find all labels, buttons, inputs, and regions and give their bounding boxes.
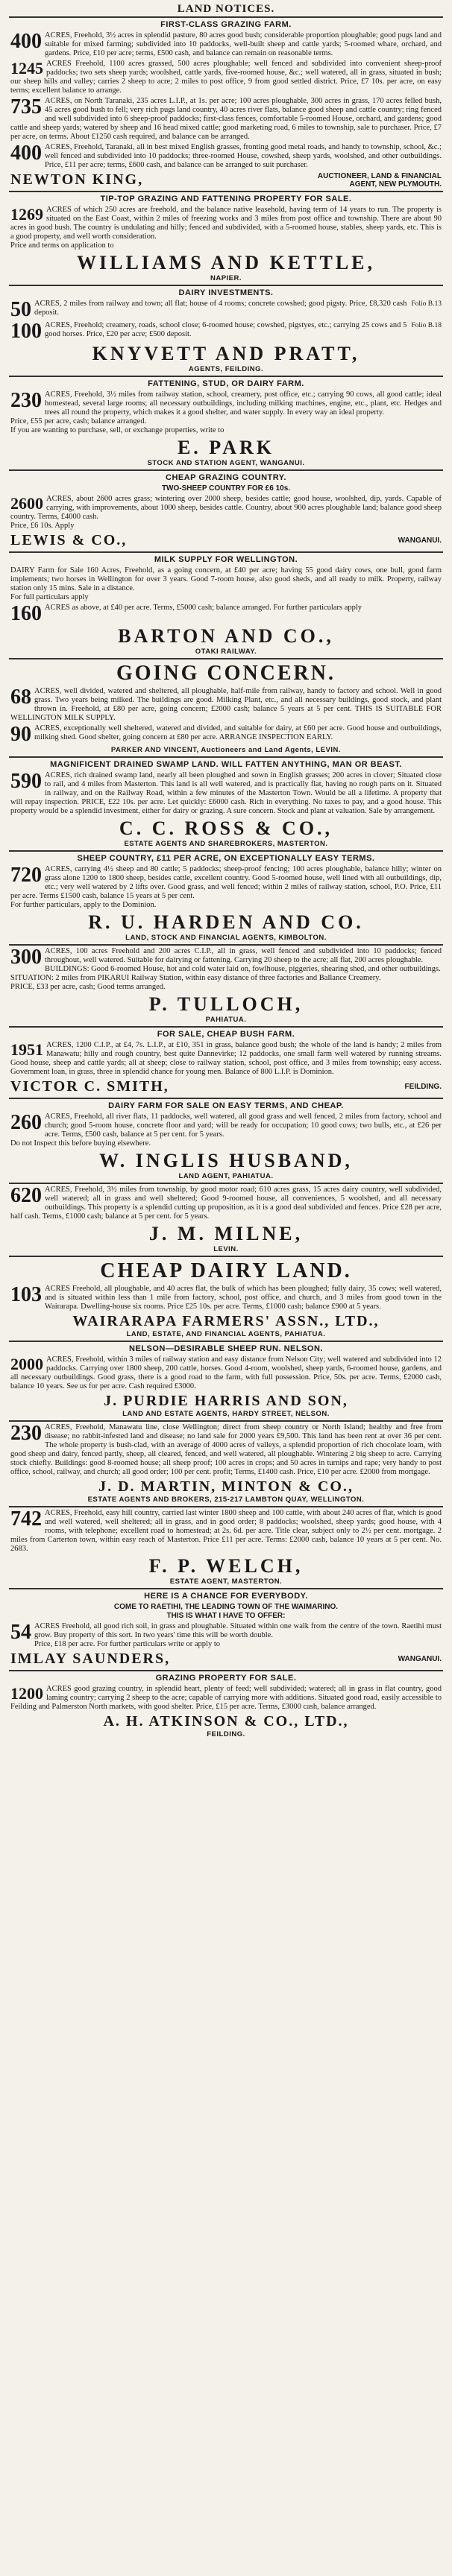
- ad-heading: NELSON—DESIRABLE SHEEP RUN. NELSON.: [129, 1344, 323, 1353]
- advertisement: [9, 1670, 443, 1741]
- listing: [10, 771, 442, 816]
- listing-text: ACRES, 100 acres Freehold and 200 acres C.I.P., all in grass, well fenced and subdivided into 10 paddocks; fenced throughout, well watered. Suitable for dairying or fattening. Carrying 20 sheep to the acre; all flat, 200 acres ploughable. BUILDINGS: Good 6-roomed House, hot and cold water laid on, fowlhouse, piggeries, shearing shed, and other outbuildings. SITUATION: 2 miles from PIKARUI Railway Station, within easy distance of three factories and Ballance Creamery. PRICE, £33 per acre, cash; Good terms arranged.: [10, 947, 442, 991]
- listing-acreage: 1245: [10, 60, 43, 77]
- listing: [10, 1509, 442, 1554]
- listing-acreage: 742: [10, 1509, 42, 1531]
- advertisement: [9, 191, 443, 285]
- agent-address: WANGANUI.: [398, 1655, 442, 1663]
- listing-text: ACRES, carrying 4½ sheep and 80 cattle; 5 paddocks; sheep-proof fencing; 100 acres ploughable, balance hilly; winter on grass alone 1200 to 1800 sheep, besides cattle, excellent country. Good 5-roomed house, well lined with all outbuildings, dip, etc.; very well watered by 2 lifts over. Good grass, and well fenced; within 2 miles of railway station, school, P.O. Price, £11 per acre. Terms £1500 cash, balance 15 years at 5 per cent. For further particulars, apply to the Dominion.: [10, 865, 442, 909]
- listing-text: ACRES, well divided, watered and sheltered, all ploughable, half-mile from railway, handy to factory and school. Well in good grass. Two years being milked. The buildings are good. Milking Plant, etc., and all necessary buildings, good stock, and plant thrown in. Freehold, at £80 per acre, going concern; £2000 cash; balance 5 years at 5 per cent. THIS IS SUITABLE FOR WELLINGTON MILK SUPPLY.: [10, 687, 442, 722]
- listing: [10, 1355, 442, 1391]
- agent-address: WANGANUI.: [398, 537, 442, 545]
- agent-name: KNYVETT AND PRATT,: [92, 343, 360, 364]
- advertisement: [9, 1098, 443, 1183]
- agent-name: VICTOR C. SMITH,: [10, 1078, 169, 1095]
- ad-heading: CHEAP GRAZING COUNTRY.: [166, 473, 286, 482]
- advertisement: [9, 1256, 443, 1341]
- listing-text: ACRES Freehold, all ploughable, and 40 acres flat, the bulk of which has been ploughed; fully dairy, 35 cows; well watered, and is situated within less than 1 mile from factory, school, post office, and church, and 3 miles from good town in the Wairarapa. Dwelling-house six rooms. Price £25 10s. per acre. Terms, £1000 cash; balance £900 at 5 years.: [45, 1285, 442, 1311]
- listing-text: ACRES, 2 miles from railway and town; all flat; house of 4 rooms; concrete cowshed; good pigsty. Price, £8,320 cash deposit.: [34, 300, 407, 317]
- agent-row: [10, 1078, 442, 1095]
- agent-name: BARTON AND CO.,: [118, 625, 334, 647]
- listing-acreage: 720: [10, 865, 42, 887]
- listing: [10, 947, 442, 992]
- listing-acreage: 230: [10, 1423, 42, 1445]
- listing-folio: Folio B.13: [411, 300, 442, 308]
- ad-heading: FIRST-CLASS GRAZING FARM.: [160, 20, 292, 29]
- ad-subheading: COME TO RAETIHI, THE LEADING TOWN OF THE WAIMARINO. THIS IS WHAT I HAVE TO OFFER:: [113, 1603, 339, 1620]
- advertisement: [9, 551, 443, 658]
- listing-text: ACRES Freehold, all good rich soil, in grass and ploughable. Situated within one walk from the centre of the town. Raetihi must grow. Buy property of this sort. In two years' time this will be worth double. Price, £18 per acre. For further particulars write or apply to: [34, 1622, 442, 1648]
- agent-name: W. INGLIS HUSBAND,: [99, 1150, 353, 1171]
- agent-details: ESTATE AGENT, MASTERTON.: [169, 1577, 283, 1586]
- listing-text: ACRES, Freehold, within 3 miles of railway station and easy distance from Nelson City; well watered and subdivided into 12 paddocks. Carrying over 1800 sheep, 200 cattle, horses. Good 4-room, woolshed, sheep yards, 6-roomed house, gardens, and all necessary outbuildings. Good grass, there is a good road to the farm, with full possession. Price, 50s. per acre. Terms, £2000 cash, balance 10 years. See us for per acre. Cash required £3000.: [10, 1355, 442, 1390]
- advertisement: [9, 469, 443, 551]
- listing: [10, 566, 442, 602]
- listing: [10, 1113, 442, 1148]
- ad-heading: MAGNIFICENT DRAINED SWAMP LAND. WILL FATTEN ANYTHING, MAN OR BEAST.: [50, 760, 402, 769]
- agent-name: P. TULLOCH,: [148, 993, 304, 1015]
- listing-text: ACRES, 1200 C.I.P., at £4, 7s. L.I.P., at £10, 351 in grass, balance good bush; the whole of the land is handy; 2 miles from Manawatu; hilly and rough country, best quite Dannevirke; 12 paddocks, one small farm well watered by running streams. Good house, sheep and cattle yards; all at sheep; close to railway station, school, post office, and 3 miles from township; easy access. Government loan, in grass, three in splendid chance for young men. Balance of 800 L.I.P. is Dominion.: [10, 1041, 442, 1076]
- agent-details: STOCK AND STATION AGENT, WANGANUI.: [147, 459, 305, 467]
- agent-details: PARKER AND VINCENT, Auctioneers and Land Agents, LEVIN.: [110, 746, 342, 754]
- ad-heading: HERE IS A CHANCE FOR EVERYBODY.: [144, 1592, 308, 1601]
- agent-details: PAHIATUA.: [205, 1016, 247, 1024]
- advertisement: [9, 1341, 443, 1420]
- agent-name: WAIRARAPA FARMERS' ASSN., LTD.,: [72, 1313, 380, 1329]
- agent-address: FEILDING.: [404, 1083, 442, 1091]
- ad-subheading: TWO-SHEEP COUNTRY FOR £6 10s.: [161, 484, 291, 493]
- agent-details: ESTATE AGENTS AND BROKERS, 215-217 LAMBTON QUAY, WELLINGTON.: [87, 1496, 365, 1504]
- agent-details: LAND, ESTATE, AND FINANCIAL AGENTS, PAHIATUA.: [126, 1330, 326, 1338]
- listing-text: ACRES of which 250 acres are freehold, and the balance native leasehold, having term of 14 years to run. The property is situated on the East Coast, within 2 miles of freezing works and 3 miles from post office and township. There are about 90 acres in good bush. The country is undulating and hilly; fenced and subdivided, with a 5-roomed house, stables, sheep yards, etc. This is a good property, and well worth consideration. Price and terms on application to: [10, 206, 442, 250]
- listing-acreage: 590: [10, 771, 42, 793]
- agent-name: R. U. HARDEN AND CO.: [88, 911, 364, 933]
- listing-text: ACRES, about 2600 acres grass; wintering over 2000 sheep, besides cattle; good house, woolshed, dip, yards. Capable of carrying, with improvements, about 1000 sheep, besides cattle. Country, about 900 acres ploughable land; balance good sheep country. Terms, £4000 cash. Price, £6 10s. Apply: [10, 495, 442, 530]
- listing-text: ACRES, Freehold, 3½ miles from township, by good motor road; 610 acres grass, 15 acres dairy country, well subdivided, well watered; all in grass and well sheltered; Good 9-roomed house, all conveniences, 5 woolshed, and all necessary outbuildings. This property is a splendid cutting up proposition, as it is a good deal subdivided and fences. Price £28 per acre, half cash. Terms, £1000 cash; balance at 5 per cent. for 5 years.: [10, 1186, 442, 1221]
- listing-folio: Folio B.18: [411, 322, 442, 329]
- agent-row: [10, 1651, 442, 1668]
- listing-text: ACRES, on North Taranaki, 235 acres L.I.P., at 1s. per acre; 100 acres ploughable, 300 acres in grass, 170 acres felled bush, 45 acres good bush to fell; very rich pugs land country, 40 acres river flats, balance good sheep and cattle country; ring fenced and well subdivided into 6 sheep-proof paddocks; first-class fences, comfortable 5-roomed House, orchard, and gardens; good cattle and sheep yards; watered by sheep and 16 head mixed cattle; good marketing road, 6 miles to township, sale to purchaser. Price, £7 per acre, on terms. About £1250 cash required, and balance can be arranged.: [10, 97, 442, 141]
- listing: [10, 495, 442, 531]
- listing: [10, 1186, 442, 1221]
- agent-address: AUCTIONEER, LAND & FINANCIAL AGENT, NEW PLYMOUTH.: [317, 171, 442, 189]
- listing-acreage: 2600: [10, 495, 43, 513]
- advertisement: [9, 1183, 443, 1256]
- agent-details: LAND AGENT, PAHIATUA.: [178, 1172, 274, 1180]
- listing-acreage: 68: [10, 687, 31, 709]
- listing: [10, 687, 442, 723]
- listing-acreage: 735: [10, 97, 42, 118]
- agent-details: FEILDING.: [207, 1730, 245, 1738]
- listing: [10, 865, 442, 910]
- listing-text: ACRES, Freehold, 3½ acres in splendid pasture, 80 acres good bush; considerable proportion ploughable; good pugs land and suitable for mixed farming; subdivided into 10 paddocks, well-built sheep and cattle yards; 5-roomed whare, orchard, and gardens. Price, £10 per acre; terms, £500 cash, and balance can remain on reasonable terms.: [45, 31, 442, 57]
- ad-heading: MILK SUPPLY FOR WELLINGTON.: [154, 555, 298, 564]
- ad-heading: FOR SALE, CHEAP BUSH FARM.: [157, 1030, 295, 1039]
- advertisement: [9, 285, 443, 376]
- ad-heading: DAIRY FARM FOR SALE ON EASY TERMS, AND CHEAP.: [108, 1101, 344, 1110]
- listing: [10, 206, 442, 250]
- listing-acreage: 90: [10, 724, 31, 744]
- listing: [10, 97, 442, 142]
- advertisement: [9, 16, 443, 191]
- listing-text: ACRES, exceptionally well sheltered, watered and divided, and suitable for dairy, at £60 per acre. Good house and outbuildings, milking shed. Good shelter, going concern at £80 per acre. ARRANGE INSPECTION EARLY.: [34, 724, 442, 741]
- agent-name: J. D. MARTIN, MINTON & CO.,: [98, 1478, 354, 1495]
- listing: [10, 724, 442, 744]
- listing-text: ACRES, Freehold, 3½ miles from railway station, school, creamery, post office, etc.; carrying 90 cows, all good cattle; ideal homestead, several large rooms; all necessary outbuildings, including milking machines, engine, etc., plant, etc. Hedges and trees all round the property, which makes it a good shelter, and water supply. In every way an ideal property. Price, £55 per acre, cash; balance arranged. If you are wanting to purchase, sell, or exchange properties, write to: [10, 390, 442, 434]
- listing-acreage: 54: [10, 1622, 31, 1644]
- ads-column: [9, 16, 443, 1741]
- agent-details: LEVIN.: [213, 1245, 239, 1253]
- advertisement: [9, 756, 443, 850]
- agent-details: NAPIER.: [210, 274, 242, 282]
- listing-text: ACRES, Freehold; creamery, roads, school close; 6-roomed house; cowshed, pigstyes, etc.; carrying 25 cows and 5 good horses. Price, £20 per acre; £500 deposit.: [45, 321, 407, 338]
- listing-text: ACRES as above, at £40 per acre. Terms, £5000 cash; balance arranged. For further particulars apply: [45, 604, 362, 612]
- agent-details: OTAKI RAILWAY.: [195, 648, 257, 656]
- ad-heading: FATTENING, STUD, OR DAIRY FARM.: [148, 379, 304, 388]
- listing-text: ACRES, Freehold, easy hill country, carried last winter 1800 sheep and 100 cattle, with about 240 acres of flat, which is good and well watered, well sheltered; all in grass, and in good order; 8 paddocks; woolshed, sheep yards; good house, with 4 rooms, with telephone; excellent road to homestead; at 2s. 6d. per acre. Title clear, subject only to 2½ per cent. mortgage. 2 miles from Carterton town, within easy reach of Masterton. Price £11 per acre. Terms: £2000 cash, balance 10 years at 5 per cent. No. 2683.: [10, 1509, 442, 1553]
- listing-acreage: 620: [10, 1186, 42, 1207]
- agent-details: ESTATE AGENTS AND SHAREBROKERS, MASTERTON.: [124, 840, 328, 848]
- listing-text: DAIRY Farm for Sale 160 Acres, Freehold, as a going concern, at £40 per acre; having 55 good dairy cows, one bull, good farm implements; two horses in Wellington for over 3 years. Good 7-room house, also good sheds, and all ready to milk. Property, railway station only 15 mins. Sale in a distance. For full particulars apply: [10, 566, 442, 601]
- listing: [10, 1041, 442, 1077]
- agent-details: LAND AND ESTATE AGENTS, HARDY STREET, NELSON.: [122, 1410, 330, 1418]
- listing-text: ACRES good grazing country, in splendid heart, plenty of feed; well subdivided; watered; all in grass in flat country, good laming country; carrying 2 sheep to the acre; capable of carrying more with additions. Situated good road, easily accessible to Feilding and Palmerston North markets, with good shelter. Price, £15 per acre. Terms, £3000 cash, balance arranged.: [10, 1685, 442, 1711]
- advertisement: [9, 658, 443, 756]
- listing: [10, 604, 442, 624]
- agent-row: [10, 171, 442, 189]
- listing-acreage: 2000: [10, 1355, 43, 1373]
- listing: [10, 321, 442, 341]
- advertisement: [9, 850, 443, 944]
- agent-name: E. PARK: [177, 437, 275, 458]
- listing-acreage: 400: [10, 31, 42, 53]
- advertisement: [9, 376, 443, 469]
- listing: [10, 1285, 442, 1311]
- ad-heading: CHEAP DAIRY LAND.: [100, 1259, 352, 1282]
- page-title: LAND NOTICES.: [177, 3, 275, 15]
- listing: [10, 1622, 442, 1649]
- listing-acreage: 400: [10, 143, 42, 165]
- advertisement: [9, 1026, 443, 1098]
- advertisement: [9, 1588, 443, 1670]
- listing-acreage: 300: [10, 947, 42, 969]
- agent-name: NEWTON KING,: [10, 171, 144, 188]
- listing-text: ACRES, Freehold, all river flats, 11 paddocks, well watered, all good grass and well fenced, 2 miles from factory, school and church; good 5-room house, concrete floor and yard; will be ready for occupation; 10 good cows; two bulls, etc., at £26 per acre. Terms, £500 cash, balance at 5 per cent. for 5 years. Do not Inspect this before buying elsewhere.: [10, 1113, 442, 1148]
- listing: [10, 60, 442, 95]
- listing-acreage: 1951: [10, 1041, 43, 1059]
- ad-heading: GOING CONCERN.: [116, 662, 336, 685]
- agent-name: J. M. MILNE,: [148, 1223, 304, 1244]
- advertisement: [9, 1506, 443, 1588]
- listing-text: ACRES, Freehold, Manawatu line, close Wellington; direct from sheep country or North Island; healthy and free from disease; no rabbit-infested land and disease; no land sale for 2000 years £9,500. This land has been rent at over 36 per cent. The whole property is bush-clad, with an average of 4000 acres of valleys, a splendid proportion of rich chocolate loam, with good sheep and dairy, fenced partly, sheep, all cleared, fenced, and well watered, all ploughable. Wintering 2 big sheep to acre. Carrying stock chiefly. Buildings: good 8-roomed house; all sheep proof; 100 acres in crops; and 50 acres in turnips and rape; very handy to post office, school, railway, and church; all good order; 100 per cent. profit; Terms, £1400 cash. Price, £10 per acre. £2000 from mortgage.: [10, 1423, 442, 1476]
- listing-acreage: 103: [10, 1285, 42, 1306]
- listing-acreage: 100: [10, 321, 42, 341]
- listing-acreage: 1200: [10, 1685, 43, 1703]
- advertisement: [9, 944, 443, 1026]
- listing: [10, 1423, 442, 1477]
- agent-name: LEWIS & CO.,: [10, 532, 128, 548]
- listing-acreage: 1269: [10, 206, 43, 224]
- listing: [10, 143, 442, 170]
- agent-details: LAND, STOCK AND FINANCIAL AGENTS, KIMBOLTON.: [125, 934, 327, 942]
- listing-text: ACRES, Freehold, Taranaki, all in best mixed English grasses, fronting good metal roads, and handy to township, school, &c.; well fenced and subdivided into 10 paddocks; three-roomed House, cowshed, sheep yards, woolshed, and other outbuildings. Price, £11 per acre; terms, £600 cash, and balance can be arranged to suit purchaser.: [45, 143, 442, 169]
- listing-acreage: 50: [10, 300, 31, 320]
- agent-name: C. C. ROSS & CO.,: [119, 817, 333, 839]
- ad-heading: GRAZING PROPERTY FOR SALE.: [155, 1674, 297, 1683]
- listing-acreage: 260: [10, 1113, 42, 1134]
- listing-text: ACRES, rich drained swamp land, nearly all been ploughed and sown in English grasses; 200 acres in clover; Situated close to rail, and 4 miles from Masterton. This land is all well watered, and is practically flat, having no rough parts on it. Situated in railway, and on the Railway Road, within a few minutes of the Masterton Town. Would be all a lifetime. A property that will repay inspection. PRICE, £22 10s. per acre. Let quickly: £6000 cash. Rich in everything. No taxes to pay, and a good house. This property would be a splendid investment, either for dairy or grazing. A sure concern. Stock and plant at valuation. Sale by arrangement.: [10, 771, 442, 815]
- ad-heading: SHEEP COUNTRY, £11 PER ACRE, ON EXCEPTIONALLY EASY TERMS.: [77, 854, 375, 863]
- agent-name: WILLIAMS AND KETTLE,: [76, 252, 376, 273]
- listing-acreage: 230: [10, 390, 42, 412]
- listing: [10, 31, 442, 58]
- agent-name: F. P. WELCH,: [148, 1555, 304, 1577]
- listing: [10, 300, 442, 320]
- advertisement: [9, 1420, 443, 1506]
- listing-text: ACRES Freehold, 1100 acres grassed, 500 acres ploughable; well fenced and subdivided into convenient sheep-proof paddocks; two sets sheep yards; woolshed, cattle yards, five-roomed house, &c.; well watered, all in grass, situated in bush; our sheep hills and valley; carries 2 sheep to acre; 2 miles to post office, 9 from good settled district. Price, £7 10s. per acre, on easy terms; excellent balance to arrange.: [10, 60, 442, 95]
- ad-heading: DAIRY INVESTMENTS.: [178, 288, 274, 297]
- agent-name: J. PURDIE HARRIS AND SON,: [104, 1393, 348, 1409]
- listing: [10, 390, 442, 435]
- listing-acreage: 160: [10, 604, 42, 624]
- agent-name: A. H. ATKINSON & CO., LTD.,: [103, 1713, 349, 1730]
- land-notices-page: [9, 0, 443, 1741]
- agent-details: AGENTS, FEILDING.: [188, 365, 264, 373]
- ad-heading: TIP-TOP GRAZING AND FATTENING PROPERTY FOR SALE.: [100, 194, 352, 203]
- agent-name: IMLAY SAUNDERS,: [10, 1651, 171, 1667]
- listing: [10, 1685, 442, 1712]
- agent-row: [10, 532, 442, 549]
